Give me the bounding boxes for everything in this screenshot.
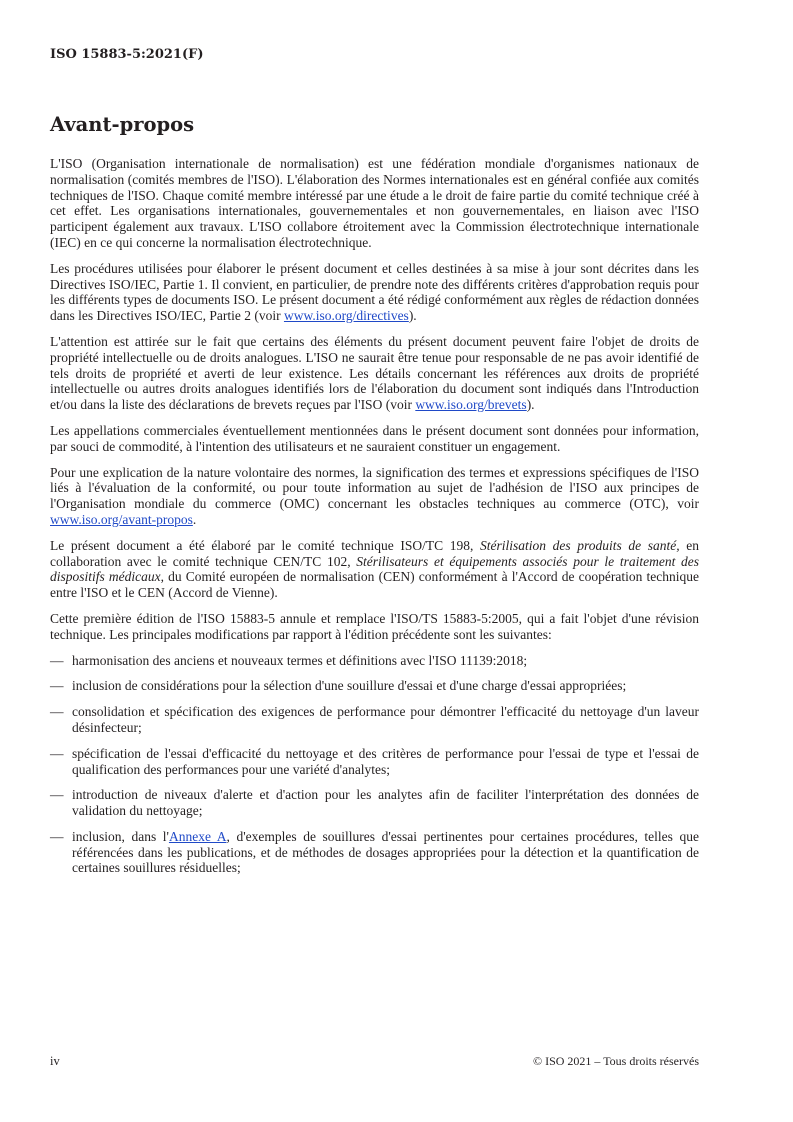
page-number: iv xyxy=(50,1054,60,1068)
list-item-text: inclusion, dans l' xyxy=(72,828,169,844)
list-item xyxy=(50,787,699,819)
paragraph-text: Pour une explication de la nature volontaire des normes, la signification des termes et expressions spécifiques de l'ISO liés à l'évaluation de la conformité, ou pour toute information au sujet de l'adhésion de l'ISO aux principes de l'Organisation mondiale du commerce (OMC) concernant les obstacles techniques au commerce (OTC), voir xyxy=(50,464,699,512)
paragraph-text: Les procédures utilisées pour élaborer le présent document et celles destinées à sa mise à jour sont décrites dans les Directives ISO/IEC, Partie 1. Il convient, en particulier, de prendre note des différents critères d'approbation requis pour les différents types de documents ISO. Le présent document a été rédigé conformément aux règles de rédaction données dans les Directives ISO/IEC, Partie 2 (voir xyxy=(50,260,699,324)
list-item-text: consolidation et spécification des exigences de performance pour démontrer l'efficacité du nettoyage d'un laveur désinfecteur; xyxy=(72,704,699,735)
foreword-link[interactable]: www.iso.org/avant-propos xyxy=(50,511,193,527)
paragraph-text: , du Comité européen de normalisation (CEN) conformément à l'Accord de coopération technique entre l'ISO et le CEN (Accord de Vienne). xyxy=(50,569,699,601)
dash-bullet: — xyxy=(50,787,64,803)
paragraph-text-end: . xyxy=(192,511,197,527)
paragraph-edition: Cette première édition de l'ISO 15883-5 annule et remplace l'ISO/TS 15883-5:2005, qui a fait l'objet d'une révision technique. Les principales modifications par rapport à l'édition précédente sont les suivantes: xyxy=(50,610,699,642)
list-item xyxy=(50,746,699,778)
paragraph-procedures xyxy=(50,261,699,324)
paragraph-text: Le présent document a été élaboré par le comité technique ISO/TC 198, xyxy=(50,537,480,553)
list-item xyxy=(50,829,699,876)
paragraph-text-end: ). xyxy=(408,308,417,324)
list-item xyxy=(50,678,699,694)
committee-title-cen: Stérilisateurs et équipements associés pour le traitement des dispositifs médicaux xyxy=(50,553,699,585)
paragraph-committee xyxy=(50,538,699,601)
paragraph-trade-names: Les appellations commerciales éventuellement mentionnées dans le présent document sont données pour information, par souci de commodité, à l'intention des utilisateurs et ne sauraient constituer un engagement. xyxy=(50,422,699,454)
page-title: Avant-propos xyxy=(50,113,195,136)
paragraph-voluntary-nature xyxy=(50,465,699,528)
list-item xyxy=(50,704,699,736)
dash-bullet: — xyxy=(50,678,64,694)
changes-list xyxy=(50,653,699,877)
list-item-text-end: , d'exemples de souillures d'essai pertinentes pour certaines procédures, telles que référencées dans les publications, et de méthodes de dosages appropriées pour la détection et la quantification de certaines souillures résiduelles; xyxy=(72,828,699,876)
patents-link[interactable]: www.iso.org/brevets xyxy=(415,397,527,413)
document-body xyxy=(50,156,699,886)
paragraph-patents xyxy=(50,334,699,413)
paragraph-iso-intro: L'ISO (Organisation internationale de normalisation) est une fédération mondiale d'organismes nationaux de normalisation (comités membres de l'ISO). L'élaboration des Normes internationales est en général confiée aux comités techniques de l'ISO. Chaque comité membre intéressé par une étude a le droit de faire partie du comité technique créé à cet effet. Les organisations internationales, gouvernementales et non gouvernementales, en liaison avec l'ISO participent également aux travaux. L'ISO collabore étroitement avec la Commission électrotechnique internationale (IEC) en ce qui concerne la normalisation électrotechnique. xyxy=(50,156,699,250)
list-item-text: introduction de niveaux d'alerte et d'action pour les analytes afin de faciliter l'interprétation des données de validation du nettoyage; xyxy=(72,787,699,819)
annex-a-link[interactable]: Annexe A xyxy=(168,828,227,844)
paragraph-text-end: ). xyxy=(526,397,535,413)
paragraph-text: L'attention est attirée sur le fait que certains des éléments du présent document peuvent faire l'objet de droits de propriété intellectuelle ou de droits analogues. L'ISO ne saurait être tenue pour responsable de ne pas avoir identifié de tels droits de propriété et averti de leur existence. Les détails concernant les références aux droits de propriété intellectuelle ou autres droits analogues identifiés lors de l'élaboration du document sont indiqués dans l'Introduction et/ou dans la liste des déclarations de brevets reçues par l'ISO (voir xyxy=(50,333,699,413)
list-item-text: harmonisation des anciens et nouveaux termes et définitions avec l'ISO 11139:2018; xyxy=(72,652,528,668)
document-id-header: ISO 15883-5:2021(F) xyxy=(50,47,204,62)
dash-bullet: — xyxy=(50,745,64,761)
list-item-text: spécification de l'essai d'efficacité du nettoyage et des critères de performance pour l'essai de type et l'essai de qualification des performances pour une variété d'analytes; xyxy=(72,745,699,777)
copyright-notice: © ISO 2021 – Tous droits réservés xyxy=(532,1054,699,1068)
list-item-text: inclusion de considérations pour la sélection d'une souillure d'essai et d'une charge d'essai appropriées; xyxy=(72,678,627,694)
paragraph-text: en collaboration avec le comité technique CEN/TC 102, xyxy=(50,537,699,569)
dash-bullet: — xyxy=(50,704,64,720)
committee-title-iso: Stérilisation des produits de santé, xyxy=(480,537,680,553)
list-item xyxy=(50,653,699,669)
directives-link[interactable]: www.iso.org/directives xyxy=(283,308,409,324)
dash-bullet: — xyxy=(50,652,64,668)
dash-bullet: — xyxy=(50,828,64,844)
